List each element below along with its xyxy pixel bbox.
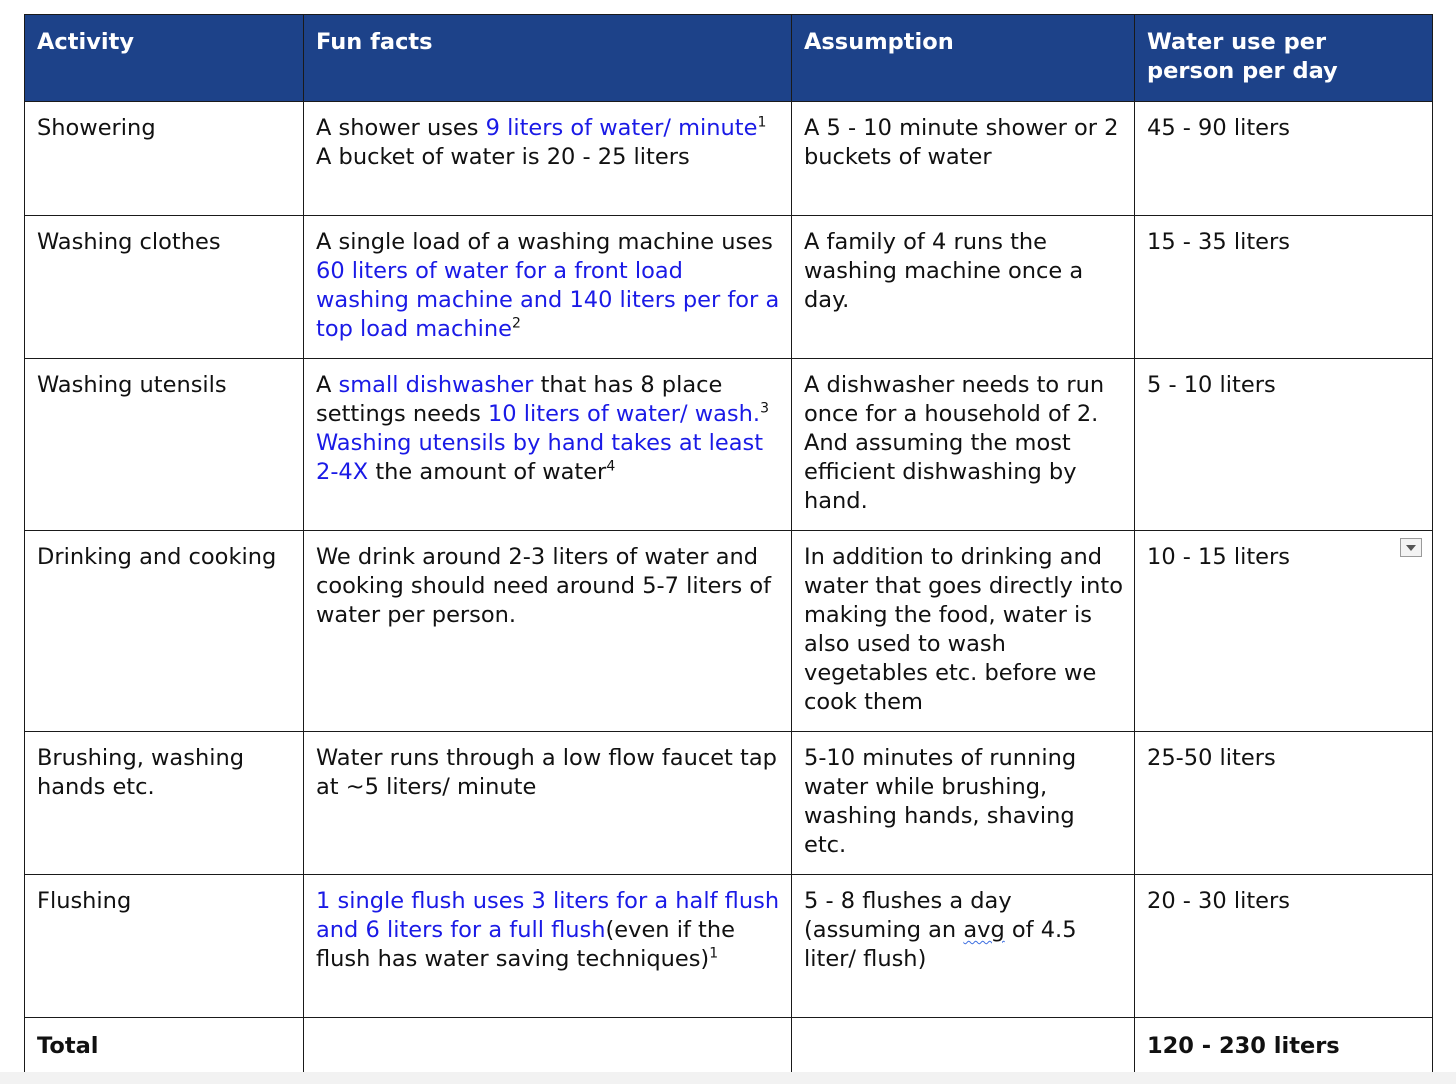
assumption-text: 5 - 8 flushes a day (assuming an <box>804 888 1012 943</box>
total-water-use: 120 - 230 liters <box>1135 1018 1433 1074</box>
table-row-showering <box>25 102 1433 216</box>
fun-fact-cell <box>304 216 792 359</box>
water-use-cell: 15 - 35 liters <box>1135 216 1433 359</box>
header-activity: Activity <box>25 15 304 102</box>
fact-text: A shower uses <box>316 115 486 141</box>
assumption-cell: 5-10 minutes of running water while brushing, washing hands, shaving etc. <box>792 732 1135 875</box>
activity-cell: Flushing <box>25 875 304 1018</box>
fact-link[interactable]: Washing utensils by hand takes at least 2-4X <box>316 430 764 485</box>
assumption-text: of 4.5 liter/ flush) <box>804 917 1077 972</box>
footnote-ref: 2 <box>511 315 521 332</box>
spellcheck-flagged-word[interactable]: avg <box>963 917 1005 943</box>
water-use-cell: 20 - 30 liters <box>1135 875 1433 1018</box>
water-use-cell: 45 - 90 liters <box>1135 102 1433 216</box>
water-use-value: 10 - 15 liters <box>1147 544 1290 570</box>
water-use-cell: 5 - 10 liters <box>1135 359 1433 531</box>
assumption-cell: A 5 - 10 minute shower or 2 buckets of water <box>792 102 1135 216</box>
assumption-cell: A dishwasher needs to run once for a household of 2. And assuming the most efficient dishwashing by hand. <box>792 359 1135 531</box>
fact-text: the amount of water <box>368 459 607 485</box>
fact-text: (even if the flush has water saving techniques) <box>316 917 735 972</box>
footnote-ref: 3 <box>760 400 769 417</box>
water-use-table-container <box>24 14 1433 1074</box>
fact-text: A single load of a washing machine uses <box>316 229 773 255</box>
fun-fact-cell: We drink around 2-3 liters of water and cooking should need around 5-7 liters of water per person. <box>304 531 792 732</box>
water-use-table <box>24 14 1433 1074</box>
header-fun-facts: Fun facts <box>304 15 792 102</box>
activity-cell: Washing utensils <box>25 359 304 531</box>
page-bottom-strip <box>0 1072 1456 1084</box>
table-row-washing-clothes <box>25 216 1433 359</box>
empty-cell <box>304 1018 792 1074</box>
fun-fact-cell <box>304 102 792 216</box>
header-assumption: Assumption <box>792 15 1135 102</box>
activity-cell: Washing clothes <box>25 216 304 359</box>
footnote-ref: 1 <box>757 114 767 131</box>
total-label: Total <box>25 1018 304 1074</box>
water-use-cell: 25-50 liters <box>1135 732 1433 875</box>
fact-text: that has 8 place settings needs <box>316 372 723 427</box>
table-row-washing-utensils <box>25 359 1433 531</box>
water-use-cell-inner <box>1147 543 1421 572</box>
footnote-ref: 4 <box>606 458 616 475</box>
fun-fact-cell <box>304 359 792 531</box>
table-row-drinking-cooking <box>25 531 1433 732</box>
table-row-total <box>25 1018 1433 1074</box>
header-water-use: Water use per person per day <box>1135 15 1433 102</box>
header-row <box>25 15 1433 102</box>
fact-link[interactable]: 60 liters of water for a front load washing machine and 140 liters per for a top load machine <box>316 258 780 342</box>
assumption-cell <box>792 875 1135 1018</box>
activity-cell: Brushing, washing hands etc. <box>25 732 304 875</box>
table-row-brushing <box>25 732 1433 875</box>
empty-cell <box>792 1018 1135 1074</box>
assumption-cell: In addition to drinking and water that goes directly into making the food, water is also used to wash vegetables etc. before we cook them <box>792 531 1135 732</box>
fact-link[interactable]: 10 liters of water/ wash. <box>487 401 761 427</box>
fun-fact-cell <box>304 875 792 1018</box>
chevron-down-icon[interactable] <box>1400 538 1422 557</box>
fact-text: A <box>316 372 339 398</box>
water-use-cell[interactable] <box>1135 531 1433 732</box>
fact-text: A bucket of water is 20 - 25 liters <box>316 144 690 170</box>
table-row-flushing <box>25 875 1433 1018</box>
fact-link[interactable]: small dishwasher <box>338 372 534 398</box>
fact-link[interactable]: 9 liters of water/ minute <box>485 115 758 141</box>
activity-cell: Drinking and cooking <box>25 531 304 732</box>
assumption-cell: A family of 4 runs the washing machine once a day. <box>792 216 1135 359</box>
footnote-ref: 1 <box>709 945 719 962</box>
activity-cell: Showering <box>25 102 304 216</box>
fun-fact-cell: Water runs through a low flow faucet tap at ~5 liters/ minute <box>304 732 792 875</box>
fact-link[interactable]: 1 single flush uses 3 liters for a half flush and 6 liters for a full flush <box>316 888 780 943</box>
